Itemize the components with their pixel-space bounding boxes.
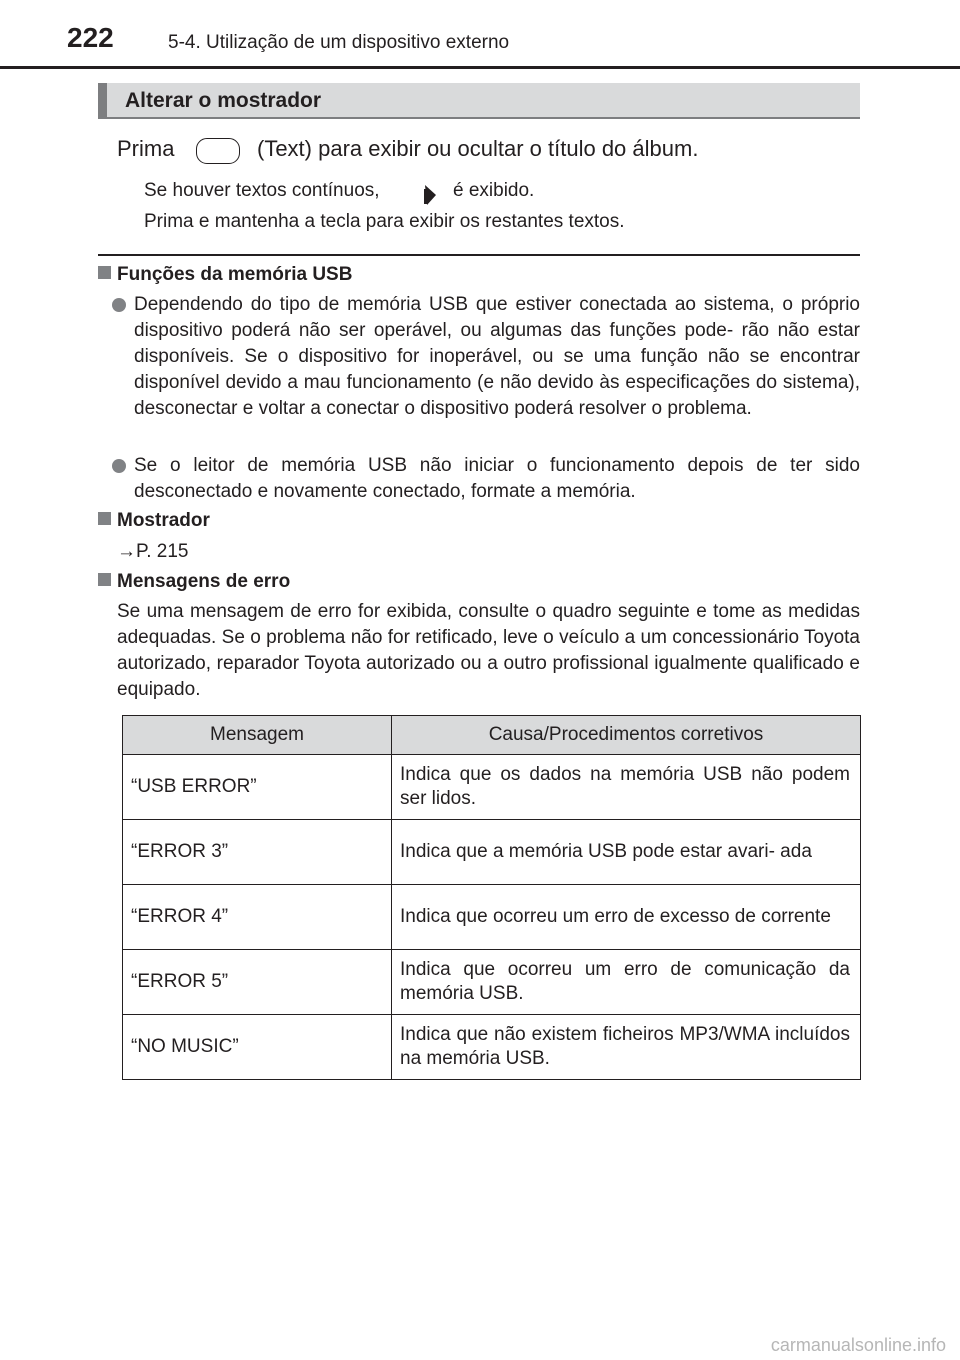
display-heading-text: Mostrador (117, 510, 210, 531)
table-row (123, 820, 861, 885)
table-row (123, 885, 861, 950)
column-header-message: Mensagem (123, 716, 392, 755)
section-divider (98, 254, 860, 256)
square-bullet-icon (98, 512, 111, 525)
section-bar-underline (98, 117, 860, 119)
note-continuous-text: Se houver textos contínuos, (144, 180, 380, 201)
instruction-suffix: (Text) para exibir ou ocultar o título do álbum. (257, 136, 699, 161)
table-row (123, 1015, 861, 1080)
error-message-cell: “USB ERROR” (123, 755, 392, 820)
round-bullet-icon (112, 298, 126, 312)
error-cause-cell: Indica que não existem ficheiros MP3/WMA incluídos na memória USB. (392, 1015, 861, 1080)
list-item (112, 453, 860, 505)
note-hold-key: Prima e mantenha a tecla para exibir os restantes textos. (144, 211, 625, 232)
text-key-icon (196, 138, 240, 164)
section-title: Alterar o mostrador (125, 89, 322, 112)
error-message-cell: “ERROR 3” (123, 820, 392, 885)
table-row (123, 950, 861, 1015)
page-reference-link[interactable]: →P. 215 (117, 541, 189, 562)
error-cause-cell: Indica que ocorreu um erro de excesso de corrente (392, 885, 861, 950)
error-cause-cell: Indica que os dados na memória USB não podem ser lidos. (392, 755, 861, 820)
errors-heading-text: Mensagens de erro (117, 571, 291, 592)
header-rule (0, 66, 960, 69)
square-bullet-icon (98, 573, 111, 586)
errors-intro: Se uma mensagem de erro for exibida, consulte o quadro seguinte e tome as medidas adequadas. Se o problema não for retificado, leve o veículo a um concessionário Toyota autorizado, reparador Toyota autorizado ou a outro profissional igualmente qualificado e equipado. (117, 601, 860, 700)
error-message-cell: “ERROR 4” (123, 885, 392, 950)
chapter-title: 5-4. Utilização de um dispositivo externo (168, 32, 510, 53)
table-row (123, 755, 861, 820)
table-header-row (123, 716, 861, 755)
page-number: 222 (67, 22, 114, 53)
error-messages-table (122, 715, 861, 1080)
error-cause-cell: Indica que ocorreu um erro de comunicação da memória USB. (392, 950, 861, 1015)
continue-arrow-icon (423, 183, 437, 207)
usb-functions-heading (98, 264, 352, 286)
list-item (112, 292, 860, 422)
error-message-cell: “NO MUSIC” (123, 1015, 392, 1080)
usb-functions-heading-text: Funções da memória USB (117, 264, 353, 285)
section-bar (98, 83, 860, 119)
round-bullet-icon (112, 459, 126, 473)
error-cause-cell: Indica que a memória USB pode estar avari- ada (392, 820, 861, 885)
instruction-prefix: Prima (117, 136, 175, 161)
display-heading (98, 510, 210, 532)
error-message-cell: “ERROR 5” (123, 950, 392, 1015)
square-bullet-icon (98, 266, 111, 279)
bullet-text: Dependendo do tipo de memória USB que estiver conectada ao sistema, o próprio dispositivo poderá não ser operável, ou algumas das funções pode- rão não estar disponíveis. Se o dispositivo for inoperável, ou se uma função não se encontrar disponível devido a mau funcionamento (e não devido às especificações do sistema), desconectar e voltar a conectar o dispositivo poderá resolver o problema. (134, 294, 860, 419)
bullet-text: Se o leitor de memória USB não iniciar o funcionamento depois de ter sido desconectado e novamente conectado, formate a memória. (134, 455, 860, 502)
errors-heading (98, 571, 290, 593)
watermark: carmanualsonline.info (770, 1335, 946, 1355)
column-header-cause: Causa/Procedimentos corretivos (392, 716, 861, 755)
note-displayed: é exibido. (453, 180, 535, 201)
